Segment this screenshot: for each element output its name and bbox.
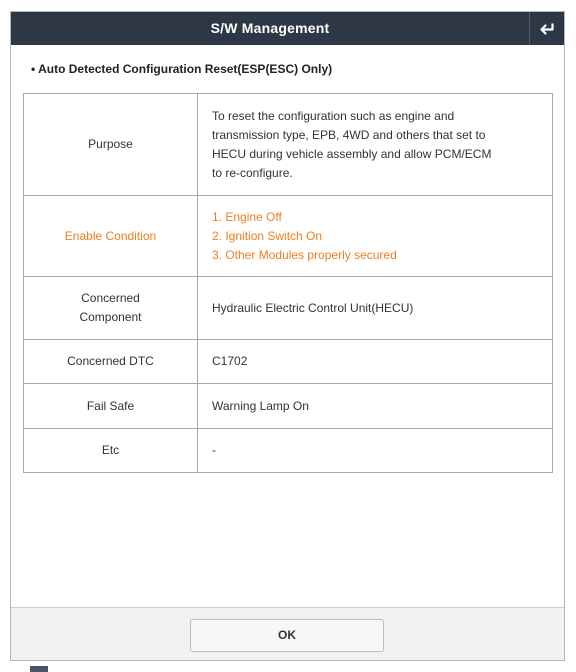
taskbar-fragment (30, 666, 48, 672)
section-subtitle: • Auto Detected Configuration Reset(ESP(ESC) Only) (31, 62, 333, 76)
value-line: - (212, 443, 216, 457)
table-row-fail-safe (24, 384, 553, 429)
info-table (23, 93, 553, 473)
value-line: Warning Lamp On (212, 398, 309, 413)
dialog-footer (11, 607, 564, 660)
value-line: to re-configure. (212, 165, 293, 180)
table-row-etc (24, 429, 553, 473)
row-value (198, 196, 553, 277)
row-label: Enable Condition (24, 196, 198, 277)
row-label (24, 277, 198, 340)
value-line: To reset the configuration such as engine and (212, 108, 455, 123)
row-value (198, 384, 553, 429)
label-line: Component (79, 310, 142, 324)
row-label: Etc (24, 429, 198, 473)
row-label: Purpose (24, 94, 198, 196)
row-label: Concerned DTC (24, 340, 198, 384)
value-line: Hydraulic Electric Control Unit(HECU) (212, 300, 414, 315)
row-value (198, 340, 553, 384)
value-line: 2. Ignition Switch On (212, 228, 323, 243)
label-line: Concerned (81, 291, 140, 305)
title-bar (11, 12, 564, 45)
table-row-concerned-dtc (24, 340, 553, 384)
dialog-title: S/W Management (210, 20, 330, 36)
return-arrow-icon (539, 22, 555, 36)
value-line: 3. Other Modules properly secured (212, 247, 397, 262)
value-line: HECU during vehicle assembly and allow PCM/ECM (212, 146, 492, 161)
sw-management-dialog (10, 11, 565, 661)
value-line: C1702 (212, 354, 248, 368)
value-line: transmission type, EPB, 4WD and others that set to (212, 127, 486, 142)
value-line: 1. Engine Off (212, 209, 282, 224)
table-row-concerned-component (24, 277, 553, 340)
row-label: Fail Safe (24, 384, 198, 429)
row-value (198, 94, 553, 196)
row-value (198, 429, 553, 473)
table-row-purpose (24, 94, 553, 196)
table-row-enable-condition (24, 196, 553, 277)
row-value (198, 277, 553, 340)
ok-button[interactable]: OK (190, 619, 384, 652)
back-button[interactable] (529, 12, 564, 45)
